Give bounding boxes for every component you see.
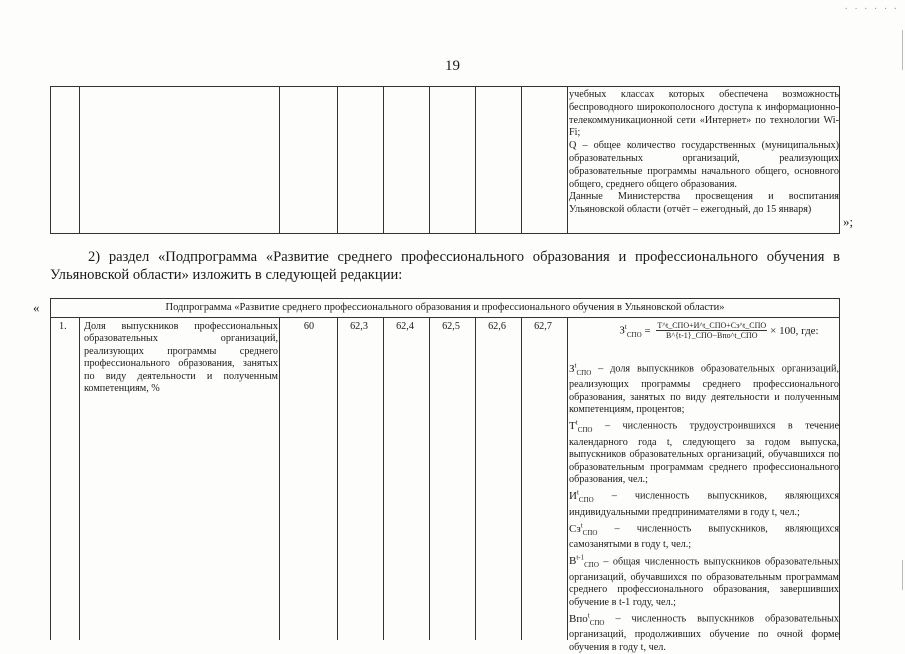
definition-symbol: $В^{t-1}_{СПО}$ <box>569 553 599 570</box>
definition-symbol: $Сз^t_{СПО}$ <box>569 521 598 537</box>
continuation-table <box>50 86 840 234</box>
value-cell: 62,5 <box>442 321 460 332</box>
equals-sign: = <box>641 324 654 337</box>
column-divider <box>429 87 430 233</box>
instruction-text: 2) раздел «Подпрограмма «Развитие среднего профессионального образования и профессионального обучения в Ульяновской области» изложить в следующей редакции: <box>50 249 840 283</box>
definition-symbol: $З^t_{СПО}$ <box>569 361 592 377</box>
value-cell: 62,6 <box>488 321 506 332</box>
subprogram-header: Подпрограмма «Развитие среднего профессионального образования и профессионального обучения в Ульяновской области» <box>51 299 839 318</box>
definition-symbol: Впо$^t_{СПО}$ <box>569 611 605 627</box>
column-divider <box>337 317 338 640</box>
column-divider <box>383 317 384 640</box>
value-cell: 62,7 <box>534 321 552 332</box>
value-cell: 60 <box>303 321 315 332</box>
definition-item <box>569 416 839 486</box>
definition-text: – доля выпускников образовательных организаций, реализующих программы среднего профессионального образования, занятых по виду деятельности и полученным компетенциям, процентов; <box>569 363 839 416</box>
continuation-line: Данные Министерства просвещения и воспитания Ульяновской области (отчёт – ежегодный, до 15 января) <box>569 191 839 216</box>
column-divider <box>475 87 476 233</box>
formula-numerator: Т^t_СПО+И^t_СПО+Сз^t_СПО <box>657 321 767 330</box>
formula-block <box>569 319 839 340</box>
indicator-name: Доля выпускников профессиональных образовательных организаций, реализующих программы среднего профессионального образования, занятых по виду деятельности и полученным компетенциям, % <box>84 321 278 395</box>
instruction-paragraph <box>50 248 840 284</box>
column-divider <box>79 317 80 640</box>
formula-fraction <box>656 321 767 340</box>
column-divider <box>279 87 280 233</box>
column-divider <box>429 317 430 640</box>
definition-text: – численность выпускников образовательных организаций, продолживших обучение по очной форме обучения в году t, чел. <box>569 613 839 653</box>
definition-item <box>569 552 839 609</box>
definition-symbol: $И^t_{СПО}$ <box>569 488 594 505</box>
column-divider <box>521 87 522 233</box>
column-divider <box>79 87 80 233</box>
column-divider <box>567 87 568 233</box>
formula <box>599 321 839 340</box>
row-number: 1. <box>59 321 67 332</box>
column-divider <box>475 317 476 640</box>
definition-item <box>569 519 839 552</box>
definition-text: – общая численность выпускников образовательных организаций, обучавшихся по образовательным программам среднего профессионального образования, завершивших обучение в t-1 году, чел.; <box>569 556 839 608</box>
edge-marks: · · · · · · <box>844 4 899 15</box>
definition-symbol: $Т^t_{СПО}$ <box>569 418 593 435</box>
column-divider <box>383 87 384 233</box>
definitions-list <box>569 353 839 654</box>
opening-quote: « <box>33 300 40 315</box>
column-divider <box>521 317 522 640</box>
column-divider <box>337 87 338 233</box>
definition-text: – численность выпускников, являющихся индивидуальными предпринимателями в году t, чел.; <box>569 491 839 518</box>
continuation-line: Q – общее количество государственных (муниципальных) образовательных организаций, реализующих образовательные программы начального общего, основного общего, среднего общего образования. <box>569 140 839 190</box>
closing-quote: »; <box>843 214 854 229</box>
column-divider <box>279 317 280 640</box>
formula-lhs: $З^t_{СПО}$ <box>619 322 642 339</box>
value-cell: 62,4 <box>396 321 414 332</box>
definition-text: – численность выпускников, являющихся самозанятыми в году t, чел.; <box>569 523 839 551</box>
definition-item <box>569 609 839 654</box>
continuation-line: учебных классах которых обеспечена возможность беспроводного широкополосного доступа к информационно-телекоммуникационной сети «Интернет» по технологии Wi-Fi; <box>569 89 839 139</box>
value-cell: 62,3 <box>350 321 368 332</box>
formula-denominator: В^{t-1}_СПО−Впо^t_СПО <box>665 331 758 340</box>
definition-item <box>569 486 839 519</box>
continuation-text <box>569 89 839 217</box>
formula-tail: × 100, где: <box>770 324 819 337</box>
subprogram-table <box>50 298 840 653</box>
definition-item <box>569 359 839 416</box>
page-number: 19 <box>445 58 460 74</box>
definition-text: – численность трудоустроившихся в течение календарного года t, следующего за годом выпуска, выпускников образовательных организаций, обучавшихся по образовательным программам среднего профессионального образования, чел.; <box>569 421 839 485</box>
column-divider <box>567 317 568 640</box>
margin-line <box>902 560 903 590</box>
